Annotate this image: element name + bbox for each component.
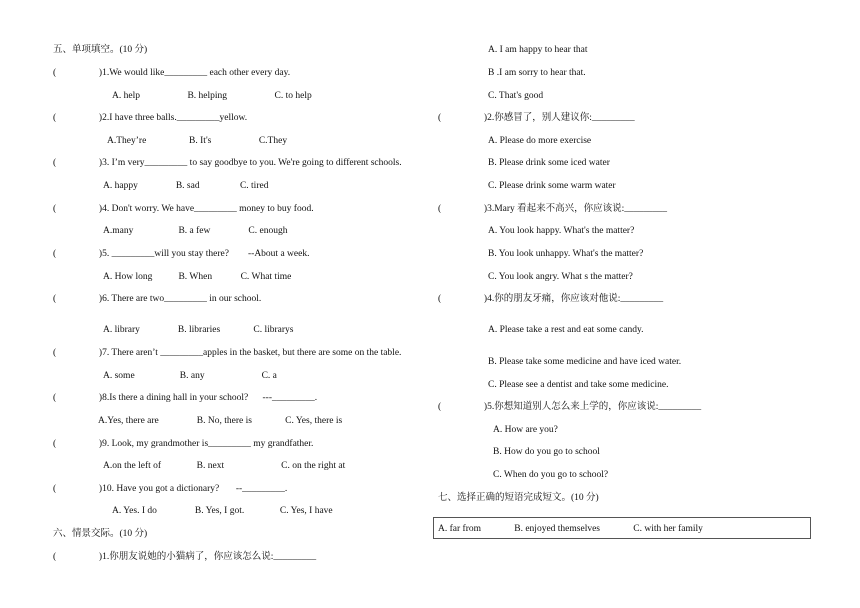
section7-title: 七、选择正确的短语完成短文。(10 分) xyxy=(438,493,599,503)
question-4-options: A.many B. a few C. enough xyxy=(103,226,288,236)
phrase-options: A. far from B. enjoyed themselves C. with her family xyxy=(438,524,703,534)
question-8-options: A.Yes, there are B. No, there is C. Yes, there is xyxy=(98,416,343,426)
s6-q4-option-c: C. Please see a dentist and take some medicine. xyxy=(488,380,669,390)
section6-question-3: ( )3.Mary 看起来不高兴，你应该说:_________ xyxy=(438,204,668,214)
question-3-options: A. happy B. sad C. tired xyxy=(103,181,269,191)
question-1-options: A. help B. helping C. to help xyxy=(112,91,312,101)
section6-question-1: ( )1.你朋友说她的小猫病了，你应该怎么说:_________ xyxy=(53,552,317,562)
s6-q4-option-b: B. Please take some medicine and have iced water. xyxy=(488,357,682,367)
s6-q1-option-b: B .I am sorry to hear that. xyxy=(488,68,586,78)
question-5-options: A. How long B. When C. What time xyxy=(103,272,292,282)
s6-q2-option-a: A. Please do more exercise xyxy=(488,136,592,146)
question-5: ( )5. _________will you stay there? --About a week. xyxy=(53,249,310,259)
s6-q4-option-a: A. Please take a rest and eat some candy. xyxy=(488,325,644,335)
s6-q5-option-b: B. How do you go to school xyxy=(493,447,600,457)
s6-q2-option-c: C. Please drink some warm water xyxy=(488,181,616,191)
s6-q1-option-c: C. That's good xyxy=(488,91,544,101)
question-1: ( )1.We would like_________ each other every day. xyxy=(53,68,291,78)
question-10: ( )10. Have you got a dictionary? --_________. xyxy=(53,484,288,494)
section5-title: 五、单项填空。(10 分) xyxy=(53,45,148,55)
phrase-box xyxy=(433,517,811,539)
section6-title: 六、情景交际。(10 分) xyxy=(53,529,148,539)
s6-q5-option-c: C. When do you go to school? xyxy=(493,470,609,480)
question-4: ( )4. Don't worry. We have_________ money to buy food. xyxy=(53,204,314,214)
s6-q2-option-b: B. Please drink some iced water xyxy=(488,158,610,168)
section6-question-4: ( )4.你的朋友牙痛，你应该对他说:_________ xyxy=(438,294,664,304)
question-7: ( )7. There aren’t _________apples in the basket, but there are some on the table. xyxy=(53,348,402,358)
s6-q1-option-a: A. I am happy to hear that xyxy=(488,45,588,55)
section6-question-2: ( )2.你感冒了，别人建议你:_________ xyxy=(438,113,635,123)
question-6-options: A. library B. libraries C. librarys xyxy=(103,325,294,335)
s6-q5-option-a: A. How are you? xyxy=(493,425,558,435)
section6-question-5: ( )5.你想知道别人怎么来上学的，你应该说:_________ xyxy=(438,402,702,412)
question-2: ( )2.I have three balls._________yellow. xyxy=(53,113,248,123)
question-10-options: A. Yes. I do B. Yes, I got. C. Yes, I have xyxy=(112,506,333,516)
question-7-options: A. some B. any C. a xyxy=(103,371,277,381)
s6-q3-option-b: B. You look unhappy. What's the matter? xyxy=(488,249,644,259)
question-2-options: A.They’re B. It's C.They xyxy=(107,136,288,146)
s6-q3-option-c: C. You look angry. What s the matter? xyxy=(488,272,633,282)
question-9-options: A.on the left of B. next C. on the right at xyxy=(103,461,346,471)
question-3: ( )3. I’m very_________ to say goodbye to you. We're going to different schools. xyxy=(53,158,402,168)
s6-q3-option-a: A. You look happy. What's the matter? xyxy=(488,226,635,236)
question-6: ( )6. There are two_________ in our school. xyxy=(53,294,262,304)
question-8: ( )8.Is there a dining hall in your school? ---_________. xyxy=(53,393,318,403)
question-9: ( )9. Look, my grandmother is_________ my grandfather. xyxy=(53,439,314,449)
